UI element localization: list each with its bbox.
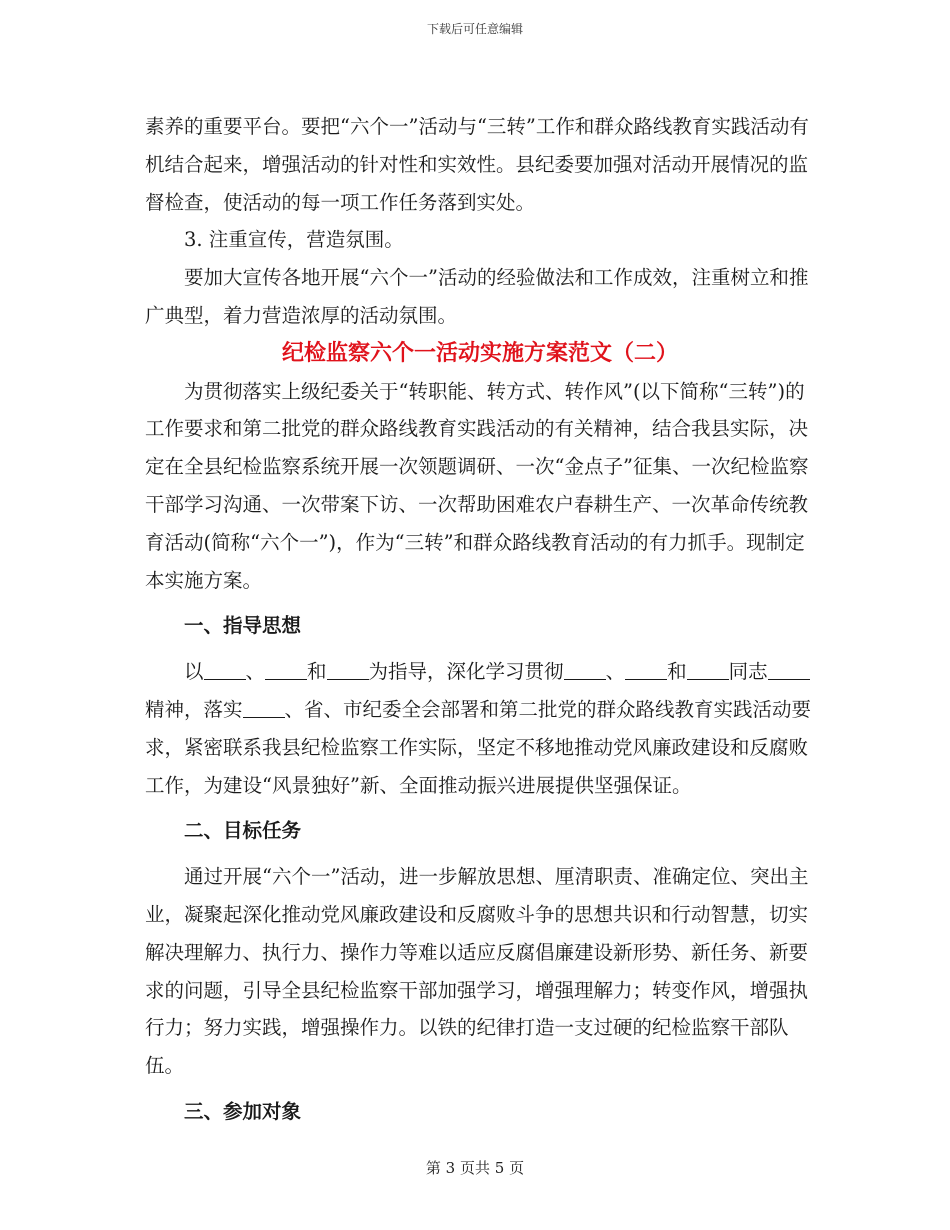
heading-goals: 二、目标任务	[184, 819, 302, 843]
fill-blank	[265, 661, 307, 680]
fill-blank	[204, 661, 246, 680]
item-3-title: 3. 注重宣传，营造氛围。	[184, 228, 404, 252]
heading-guiding-thought: 一、指导思想	[184, 614, 302, 638]
fill-blank	[625, 661, 667, 680]
document-body	[145, 108, 815, 1131]
fill-blank	[564, 661, 606, 680]
paragraph-continuation: 素养的重要平台。要把“六个一”活动与“三转”工作和群众路线教育实践活动有机结合起来，增强活动的针对性和实效性。县纪委要加强对活动开展情况的监督检查，使活动的每一项工作任务落到实处。	[145, 115, 809, 214]
fill-blank	[243, 699, 285, 718]
fill-blank	[768, 661, 810, 680]
document-title: 纪检监察六个一活动实施方案范文（二）	[281, 339, 678, 366]
item-3-body: 要加大宣传各地开展“六个一”活动的经验做法和工作成效，注重树立和推广典型，着力营造浓厚的活动氛围。	[145, 266, 809, 327]
fill-blank	[687, 661, 729, 680]
goals-paragraph: 通过开展“六个一”活动，进一步解放思想、厘清职责、准确定位、突出主业，凝聚起深化推动党风廉政建设和反腐败斗争的思想共识和行动智慧，切实解决理解力、执行力、操作力等难以适应反腐倡廉建设新形势、新任务、新要求的问题，引导全县纪检监察干部加强学习，增强理解力；转变作风，增强执行力；努力实践，增强操作力。以铁的纪律打造一支过硬的纪检监察干部队伍。	[145, 865, 809, 1078]
page-header: 下载后可任意编辑	[426, 22, 523, 36]
heading-participants: 三、参加对象	[184, 1099, 302, 1123]
intro-paragraph: 为贯彻落实上级纪委关于“转职能、转方式、转作风”(以下简称“三转”)的工作要求和第二批党的群众路线教育实践活动的有关精神，结合我县实际，决定在全县纪检监察系统开展一次领题调研、一次“金点子”征集、一次纪检监察干部学习沟通、一次带案下访、一次帮助困难农户春耕生产、一次革命传统教育活动(简称“六个一”)，作为“三转”和群众路线教育活动的有力抓手。现制定本实施方案。	[145, 379, 809, 592]
guiding-paragraph: 以 、 和 为指导，深化学习贯彻 、 和 同志精神，落实 、省、市纪委全会部署和第二批党的群众路线教育实践活动要求，紧密联系我县纪检监察工作实际，坚定不移地推动党风廉政建设和反腐败工作，为建设“风景独好”新、全面推动振兴进展提供坚强保证。	[145, 660, 812, 797]
page-footer: 第 3 页共 5 页	[425, 1159, 525, 1177]
fill-blank	[327, 661, 369, 680]
